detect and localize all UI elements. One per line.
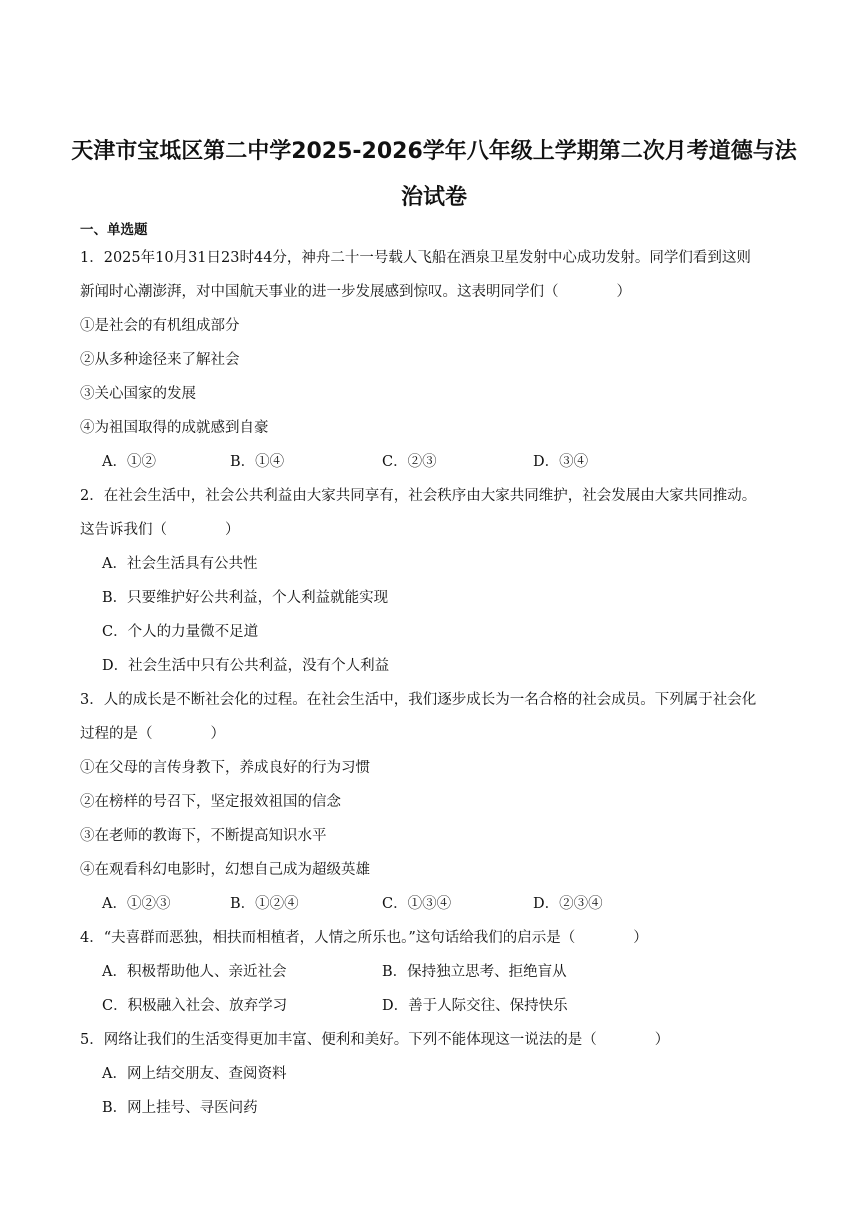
q4-option-a[interactable]: A．积极帮助他人、亲近社会 [102,964,287,980]
exam-title-line-2: 治试卷 [400,185,467,210]
q1-option-a[interactable]: A．①② [102,454,156,470]
q3-option-b[interactable]: B．①②④ [230,896,299,912]
q2-option-d[interactable]: D．社会生活中只有公共利益，没有个人利益 [102,658,390,674]
q2-option-a[interactable]: A．社会生活具有公共性 [102,556,258,572]
q4-option-c[interactable]: C．积极融入社会、放弃学习 [102,998,288,1014]
q3-option-c[interactable]: C．①③④ [382,896,452,912]
q3-item-3: ③在老师的教诲下，不断提高知识水平 [80,828,327,844]
q3-item-2: ②在榜样的号召下，坚定报效祖国的信念 [80,794,341,810]
q1-item-2: ②从多种途径来了解社会 [80,352,240,368]
q4-option-d[interactable]: D．善于人际交往、保持快乐 [382,998,568,1014]
q3-item-1: ①在父母的言传身教下，养成良好的行为习惯 [80,760,370,776]
q2-option-c[interactable]: C．个人的力量微不足道 [102,624,259,640]
q3-option-d[interactable]: D．②③④ [533,896,603,912]
q1-stem-line-2: 新闻时心潮澎湃，对中国航天事业的进一步发展感到惊叹。这表明同学们（ ） [80,284,631,300]
q5-option-a[interactable]: A．网上结交朋友、查阅资料 [102,1066,287,1082]
q3-option-a[interactable]: A．①②③ [102,896,171,912]
q1-option-d[interactable]: D．③④ [533,454,589,470]
q3-item-4: ④在观看科幻电影时，幻想自己成为超级英雄 [80,862,370,878]
exam-title-line-1: 天津市宝坻区第二中学2025-2026学年八年级上学期第二次月考道德与法 [71,139,797,164]
q1-item-3: ③关心国家的发展 [80,386,196,402]
q2-stem-line-2: 这告诉我们（ ） [80,522,240,538]
q1-item-4: ④为祖国取得的成就感到自豪 [80,420,269,436]
q1-item-1: ①是社会的有机组成部分 [80,318,240,334]
q1-stem-line-1: 1．2025年10月31日23时44分，神舟二十一号载人飞船在酒泉卫星发射中心成功发射。同学们看到这则 [80,250,751,266]
q1-option-c[interactable]: C．②③ [382,454,437,470]
q1-option-b[interactable]: B．①④ [230,454,285,470]
q5-stem-line-1: 5．网络让我们的生活变得更加丰富、便利和美好。下列不能体现这一说法的是（ ） [80,1032,670,1048]
q2-stem-line-1: 2．在社会生活中，社会公共利益由大家共同享有，社会秩序由大家共同维护，社会发展由大家共同推动。 [80,488,757,504]
q5-option-b[interactable]: B．网上挂号、寻医问药 [102,1100,258,1116]
q4-stem-line-1: 4．“夫喜群而恶独，相扶而相植者，人情之所乐也。”这句话给我们的启示是（ ） [80,930,648,946]
section-heading: 一、单选题 [80,222,148,238]
q2-option-b[interactable]: B．只要维护好公共利益，个人利益就能实现 [102,590,389,606]
q3-stem-line-2: 过程的是（ ） [80,726,225,742]
q3-stem-line-1: 3．人的成长是不断社会化的过程。在社会生活中，我们逐步成长为一名合格的社会成员。下列属于社会化 [80,692,757,708]
q4-option-b[interactable]: B．保持独立思考、拒绝盲从 [382,964,567,980]
